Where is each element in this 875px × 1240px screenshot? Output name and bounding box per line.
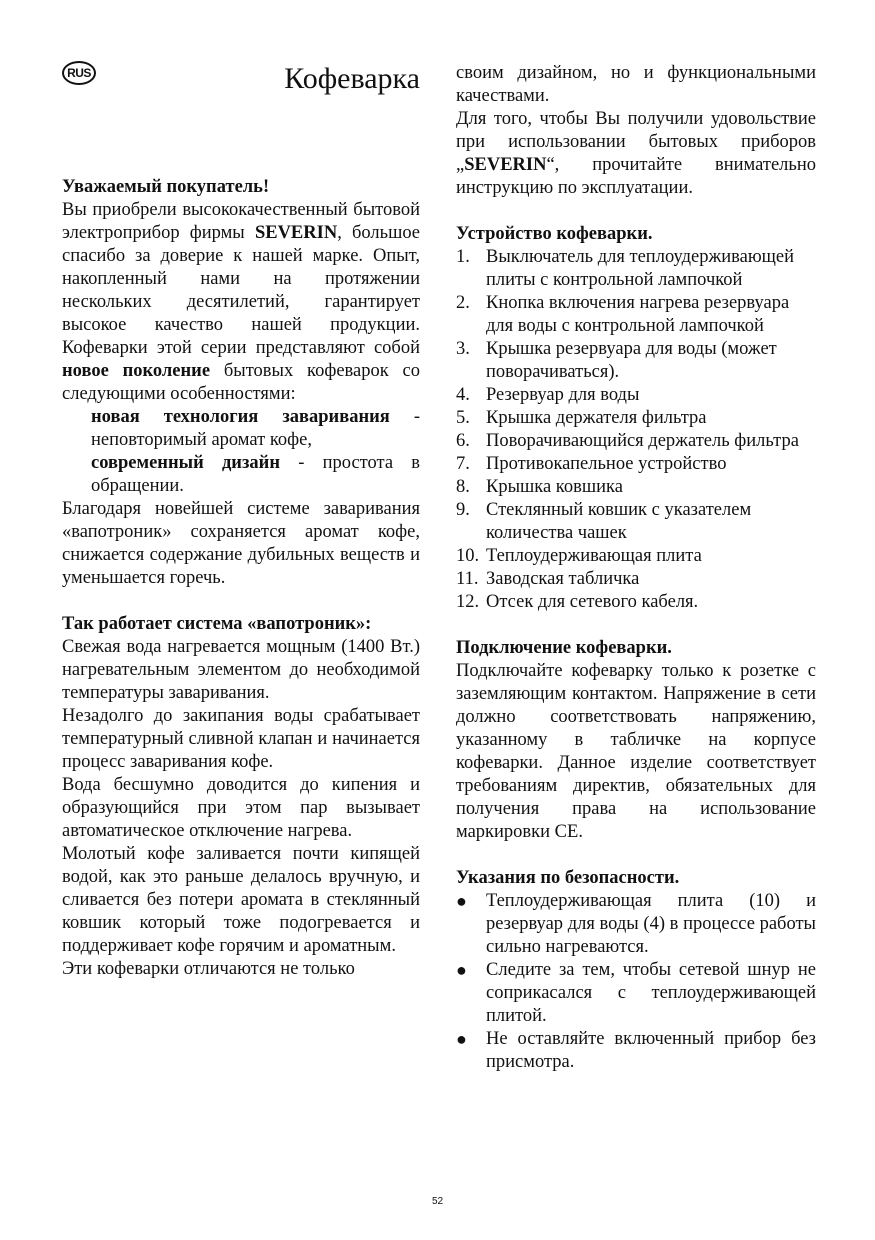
item-text: Резервуар для воды [486, 385, 640, 405]
item-text: Отсек для сетевого кабеля. [486, 592, 699, 612]
item-text: Крышка ковшика [486, 477, 623, 497]
intro-text-3: бытовых кофеварок со следующими особенностями: [62, 361, 420, 404]
parts-list-item [456, 292, 816, 338]
brand-name-2: SEVERIN [464, 155, 547, 175]
system-paragraph: Благодаря новейшей системе заваривания «вапотроник» сохраняется аромат кофе, снижается содержание дубильных веществ и уменьшается горечь. [62, 499, 420, 588]
feature-2-bold: современный дизайн [91, 453, 280, 473]
item-text: Стеклянный ковшик с указателем количества чашек [486, 500, 752, 543]
safety-text: Следите за тем, чтобы сетевой шнур не соприкасался с теплоудерживающей плитой. [486, 960, 816, 1026]
continued-paragraph-1: своим дизайном, но и функциональными качествами. [456, 63, 816, 106]
parts-list-item [456, 476, 816, 499]
item-number: 11. [456, 569, 479, 589]
parts-heading: Устройство кофеварки. [456, 224, 653, 244]
item-text: Крышка держателя фильтра [486, 408, 707, 428]
left-column [62, 176, 420, 981]
feature-1-bold: новая технология заваривания [91, 407, 390, 427]
bullet-icon: ● [456, 960, 467, 980]
how-paragraph-3: Вода бесшумно доводится до кипения и образующийся при этом пар вызывает автоматическое отключение нагрева. [62, 775, 420, 841]
page-title: Кофеварка [284, 62, 420, 95]
bullet-icon: ● [456, 891, 467, 911]
parts-list-item [456, 499, 816, 545]
how-paragraph-4: Молотый кофе заливается почти кипящей водой, как это раньше делалось вручную, и сливается без потери аромата в стеклянный ковшик который тоже подогревается и поддерживает кофе горячим и ароматным. [62, 844, 420, 956]
item-number: 6. [456, 431, 470, 451]
item-number: 5. [456, 408, 470, 428]
feature-2-text: - простота в обращении. [91, 453, 421, 496]
parts-list-item [456, 591, 816, 614]
feature-1-text: - неповторимый аромат кофе, [91, 407, 420, 450]
parts-list-item [456, 384, 816, 407]
safety-text: Теплоудерживающая плита (10) и резервуар для воды (4) в процессе работы сильно нагреваются. [486, 891, 816, 957]
feature-1 [62, 406, 420, 452]
safety-text: Не оставляйте включенный прибор без присмотра. [486, 1029, 816, 1072]
safety-item [456, 890, 816, 959]
bullet-icon: ● [456, 1029, 467, 1049]
item-text: Заводская табличка [486, 569, 640, 589]
safety-item [456, 1028, 816, 1074]
item-text: Теплоудерживающая плита [486, 546, 702, 566]
page-number: 52 [431, 1196, 444, 1207]
how-paragraph-1: Свежая вода нагревается мощным (1400 Вт.) нагревательным элементом до необходимой температуры заваривания. [62, 637, 420, 703]
parts-list-item [456, 545, 816, 568]
item-number: 1. [456, 247, 470, 267]
item-text: Противокапельное устройство [486, 454, 727, 474]
item-number: 8. [456, 477, 470, 497]
parts-list-item [456, 453, 816, 476]
parts-list-item [456, 338, 816, 384]
safety-heading: Указания по безопасности. [456, 868, 680, 888]
new-generation-bold: новое поколение [62, 361, 211, 381]
item-number: 4. [456, 385, 470, 405]
how-it-works-heading: Так работает система «вапотроник»: [62, 614, 372, 634]
language-badge: RUS [62, 61, 96, 85]
item-number: 3. [456, 339, 470, 359]
continued-paragraph-2 [456, 108, 816, 200]
cont-text-a: Для того, чтобы Вы получили удовольствие при использовании бытовых приборов „ [456, 109, 816, 175]
connection-paragraph: Подключайте кофеварку только к розетке с заземляющим контактом. Напряжение в сети должно соответствовать напряжению, указанному в табличке на корпусе кофеварки. Данное изделие соответствует требованиям директив, обязательных для получения права на использование маркировки СЕ. [456, 661, 816, 842]
item-text: Крышка резервуара для воды (может поворачиваться). [486, 339, 777, 382]
parts-list-item [456, 407, 816, 430]
safety-list [456, 890, 816, 1074]
greeting-heading: Уважаемый покупатель! [62, 177, 270, 197]
parts-list-item [456, 246, 816, 292]
safety-item [456, 959, 816, 1028]
item-number: 2. [456, 293, 470, 313]
item-number: 9. [456, 500, 470, 520]
how-paragraph-5: Эти кофеварки отличаются не только [62, 959, 355, 979]
item-text: Выключатель для теплоудерживающей плиты с контрольной лампочкой [486, 247, 795, 290]
how-paragraph-2: Незадолго до закипания воды срабатывает температурный сливной клапан и начинается процесс заваривания кофе. [62, 706, 420, 772]
intro-text-1: Вы приобрели высококачественный бытовой электроприбор фирмы [62, 200, 420, 243]
parts-list [456, 246, 816, 614]
right-column [456, 62, 816, 1074]
connection-heading: Подключение кофеварки. [456, 638, 672, 658]
item-number: 10. [456, 546, 480, 566]
item-text: Поворачивающийся держатель фильтра [486, 431, 799, 451]
parts-list-item [456, 568, 816, 591]
item-text: Кнопка включения нагрева резервуара для воды с контрольной лампочкой [486, 293, 790, 336]
item-number: 12. [456, 592, 480, 612]
intro-text-2: , большое спасибо за доверие к нашей марке. Опыт, накопленный нами на протяжении нескольких десятилетий, гарантирует высокое качество нашей продукции. Кофеварки этой серии представляют собой [62, 223, 421, 358]
intro-paragraph [62, 199, 420, 406]
item-number: 7. [456, 454, 470, 474]
cont-text-b: “, прочитайте внимательно инструкцию по эксплуатации. [456, 155, 816, 198]
brand-name: SEVERIN [254, 223, 338, 243]
parts-list-item [456, 430, 816, 453]
feature-2 [62, 452, 420, 498]
